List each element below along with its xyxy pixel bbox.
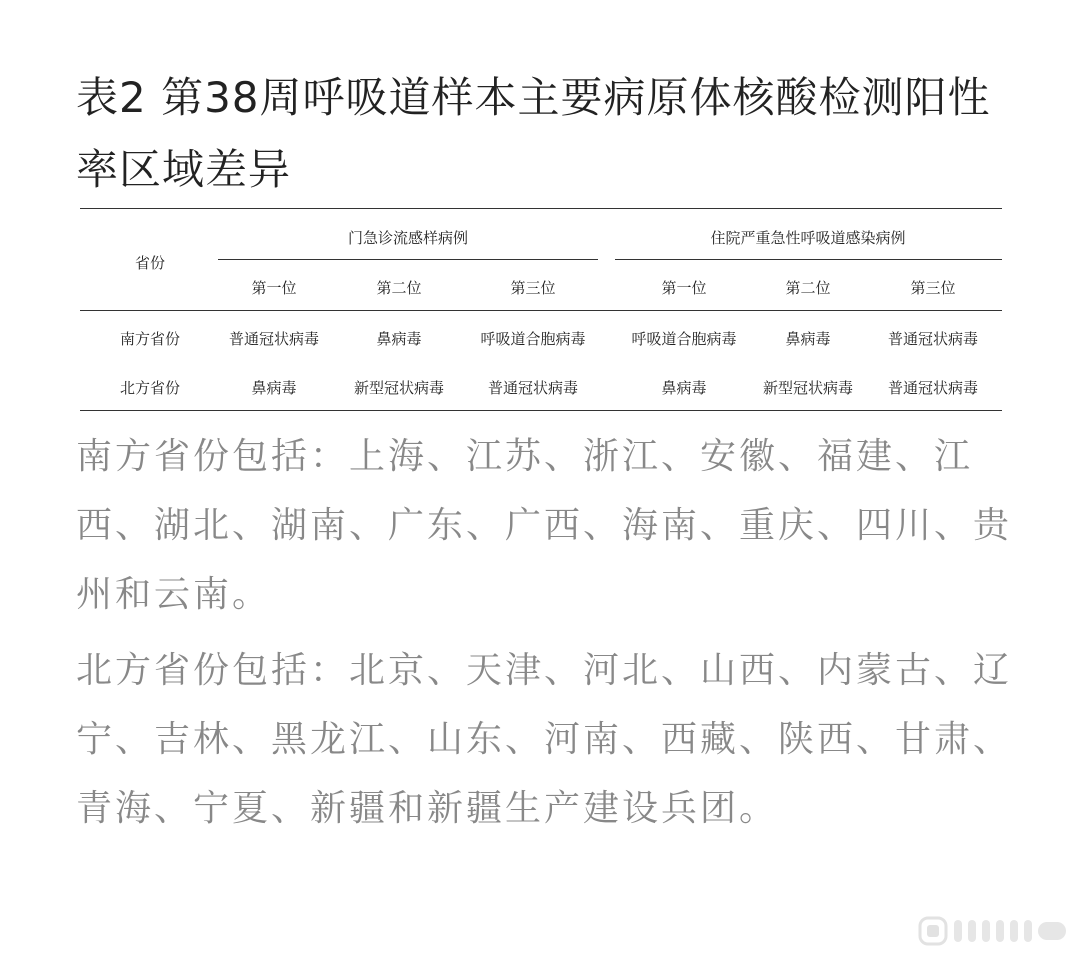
table-cell: 普通冠状病毒 [887,379,979,397]
row-header-province: 省份 [134,254,166,272]
table-cell: 呼吸道合胞病毒 [480,330,586,348]
pathogen-table [80,208,1002,411]
row-label-north: 北方省份 [119,379,181,397]
table-bottom-rule [80,410,1002,411]
table-cell: 鼻病毒 [661,379,707,397]
group-header-inpatient: 住院严重急性呼吸道感染病例 [710,229,906,247]
table-cell: 普通冠状病毒 [887,330,979,348]
rank-header: 第三位 [510,279,556,297]
rank-header: 第一位 [661,279,707,297]
weibo-watermark-icon [918,914,1070,948]
table-top-rule [80,208,1002,209]
group-rule-outpatient [218,259,598,260]
table-cell: 鼻病毒 [376,330,422,348]
south-provinces-note: 南方省份包括：上海、江苏、浙江、安徽、福建、江西、湖北、湖南、广东、广西、海南、重庆、四川、贵州和云南。 [76,436,1013,615]
row-label-south: 南方省份 [119,330,181,348]
table-cell: 新型冠状病毒 [353,379,445,397]
rank-header: 第二位 [376,279,422,297]
table-cell: 普通冠状病毒 [487,379,579,397]
table-cell: 鼻病毒 [785,330,831,348]
table-cell: 普通冠状病毒 [228,330,320,348]
rank-header: 第三位 [910,279,956,297]
table-cell: 呼吸道合胞病毒 [631,330,737,348]
table-cell: 鼻病毒 [251,379,297,397]
table-cell: 新型冠状病毒 [762,379,854,397]
north-provinces-note: 北方省份包括：北京、天津、河北、山西、内蒙古、辽宁、吉林、黑龙江、山东、河南、西藏、陕西、甘肃、青海、宁夏、新疆和新疆生产建设兵团。 [76,650,1013,829]
rank-header: 第二位 [785,279,831,297]
rank-header: 第一位 [251,279,297,297]
group-header-outpatient: 门急诊流感样病例 [347,229,469,247]
group-rule-inpatient [615,259,1002,260]
header-bottom-rule [80,310,1002,311]
page-title: 表2 第38周呼吸道样本主要病原体核酸检测阳性率区域差异 [76,73,991,194]
